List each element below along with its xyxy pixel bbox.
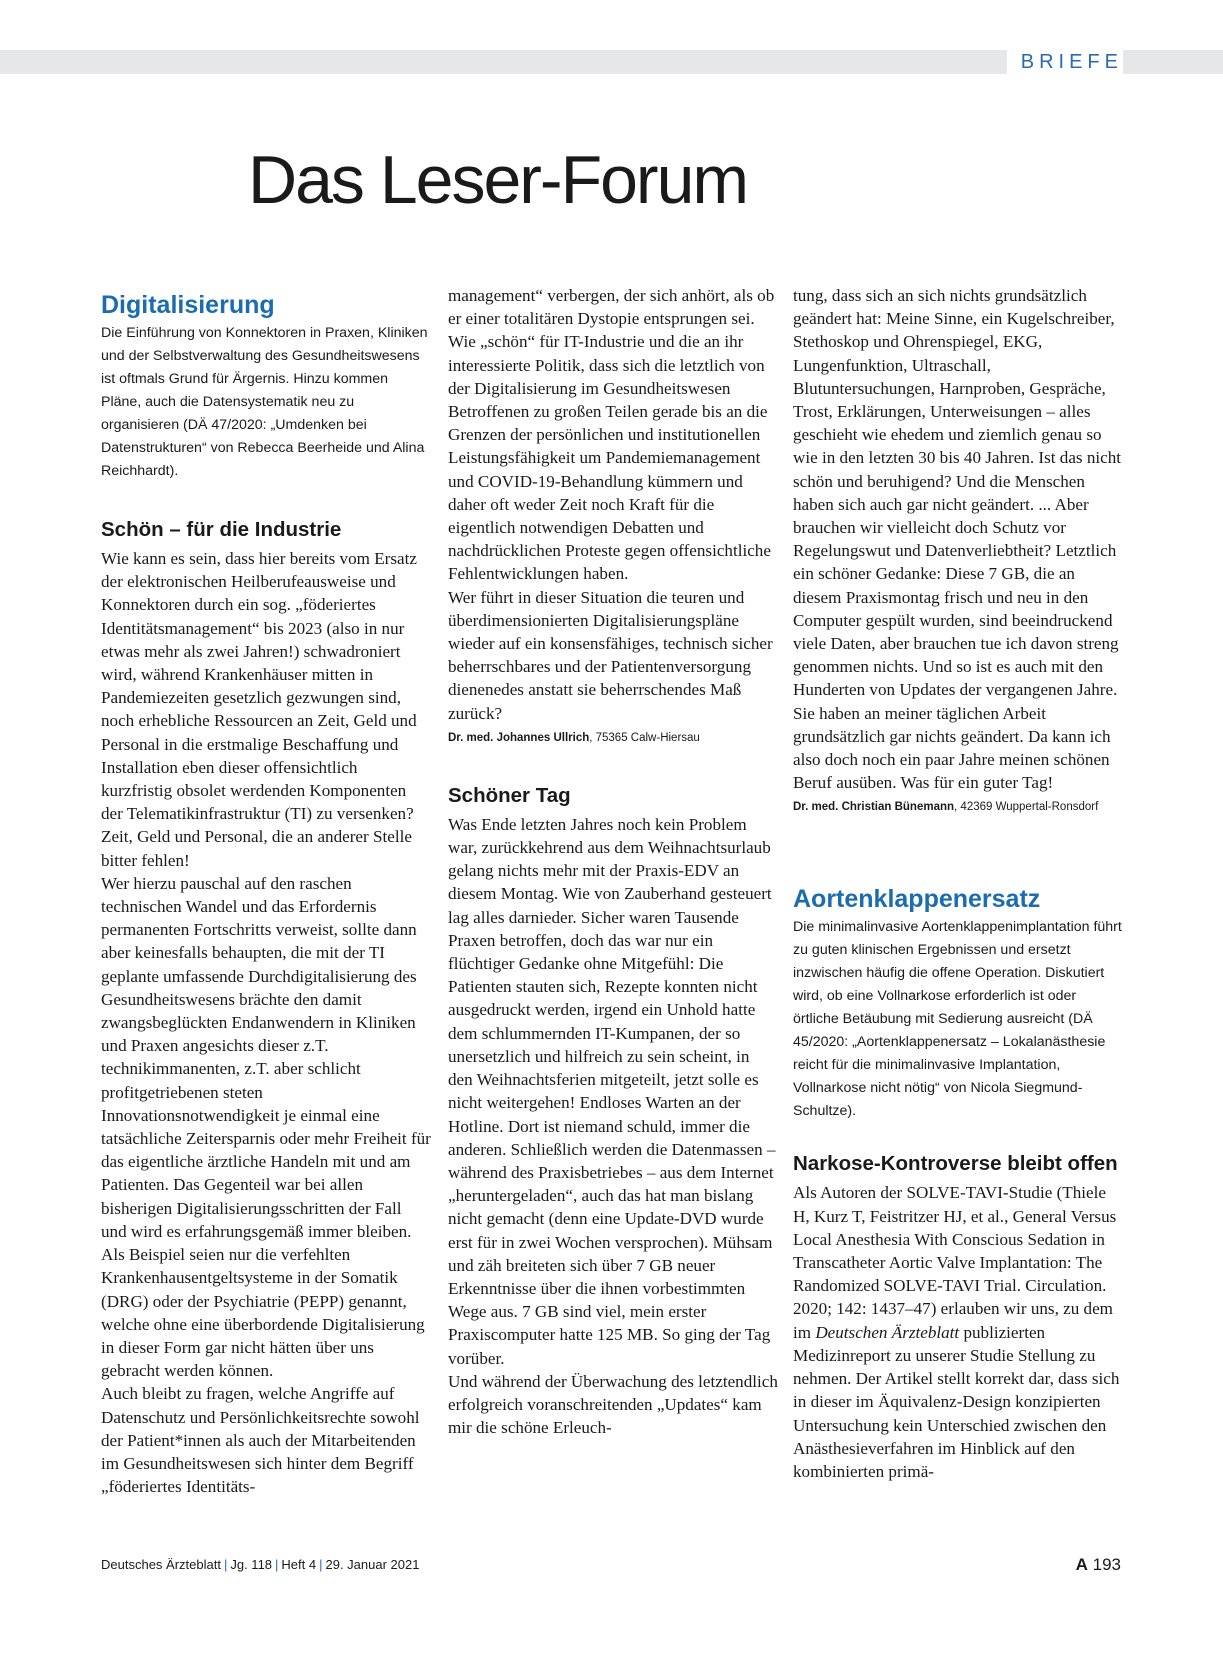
footer-separator: | <box>223 1557 228 1572</box>
letter-heading: Narkose-Kontroverse bleibt offen <box>793 1152 1118 1176</box>
signature-place: , 42369 Wuppertal-Ronsdorf <box>954 801 1099 814</box>
letter-paragraph: Wer führt in dieser Situation die teuren und überdimensionierten Digitalisierungspläne wieder auf ein konsensfähiges, technisch sicher beherrschbares und der Patientenversorgung dienenedes anstatt sie beherrschendes Maß zurück? <box>448 587 773 723</box>
letter-paragraph: Was Ende letzten Jahres noch kein Problem war, zurückkehrend aus dem Weihnachtsurlaub gelang nichts mehr mit der Praxis-EDV an diesem Montag. Wie von Zauberhand gesteuert lag alles darnieder. Sicher waren Tausende Praxen betroffen, doch das war nur ein flüchtiger Gedanke ohne Mitgefühl: Die Patienten stauten sich, Rezepte konnten nicht ausgedruckt werden, irgend ein Unhold hatte dem schlummernden IT-Kumpanen, der so unersetzlich und hilfreich zu sein scheint, in den Weihnachtsferien mitgeteilt, jetzt solle es nicht weitergehen! Endloses Warten an der Hotline. Dort ist niemand schuld, immer die anderen. Schließlich werden die Datenmassen – während des Praxisbetriebes – aus dem Internet „heruntergeladen“, auch das hat man bislang nicht gemacht (denn eine Update-DVD wurde erst für in zwei Wochen versprochen). Mühsam und zäh breiteten sich über 7 GB neuer Erkenntnisse über die ihnen vorbestimmten Wege aus. 7 GB sind viel, mein erster Praxiscomputer hatte 125 MB. So ging der Tag vorüber. <box>448 814 776 1368</box>
letter-paragraph: tung, dass sich an sich nichts grundsätzlich geändert hat: Meine Sinne, ein Kugelschreiber, Stethoskop und Ohrenspiegel, EKG, Lungenfunktion, Ultraschall, Blutuntersuchungen, Harnproben, Gespräche, Trost, Erklärungen, Unterweisungen – alles geschieht wie ehedem und ziemlich genau so wie in den letzten 30 bis 40 Jahren. Ist das nicht schön und beruhigend? Und die Menschen haben sich auch gar nicht geändert. ... Aber brauchen wir vielleicht doch Schutz vor Regelungswut und Datenverliebtheit? Letztlich ein schöner Gedanke: Diese 7 GB, die an diesem Praxismontag frisch und neu in den Computer gespült wurden, sind beeindruckend viele Daten, aber brauchen tue ich davon streng genommen nichts. Und so ist es auch mit den Hunderten von Updates der vergangenen Jahre. Sie haben an meiner täglichen Arbeit grundsätzlich gar nichts geändert. Da kann ich also doch noch ein paar Jahre meinen schönen Beruf ausüben. Was für ein guter Tag! <box>793 286 1122 793</box>
page-number <box>1076 1553 1121 1577</box>
column-2 <box>448 286 778 1439</box>
footer-volume: Jg. 118 <box>230 1557 273 1572</box>
letter-text: Als Autoren der SOLVE-TAVI-Studie (Thiele H, Kurz T, Feistritzer HJ, et al., General Versus Local Anesthesia With Conscious Sedation in Transcatheter Aortic Valve Implantation: The Randomized SOLVE-TAVI Trial. Circulation. 2020; 142: 1437–47) erlauben wir uns, zu dem im <box>793 1183 1117 1342</box>
letter-paragraph: Und während der Überwachung des letztendlich erfolgreich voranschreitenden „Updates“ kam mir die schöne Erleuch- <box>448 1371 778 1438</box>
topic-heading-digitalisierung: Digitalisierung <box>101 291 275 319</box>
letter-paragraph: Auch bleibt zu fragen, welche Angriffe auf Datenschutz und Persönlichkeitsrechte sowohl der Patient*innen als auch der Mitarbeitenden im Gesundheitswesen sich hinter dem Begriff „föderiertes Identitäts- <box>101 1384 420 1497</box>
letter-paragraph <box>793 1181 1123 1483</box>
topic-intro: Die Einführung von Konnektoren in Praxen, Kliniken und der Selbstverwaltung des Gesundheitswesens ist oftmals Grund für Ärgernis. Hinzu kommen Pläne, auch die Datensystematik neu zu organisieren (DÄ 47/2020: „Umdenken bei Datenstrukturen“ von Rebecca Beerheide und Alina Reichhardt). <box>101 325 428 479</box>
footer-separator: | <box>275 1557 279 1572</box>
signature-place: , 75365 Calw-Hiersau <box>589 731 700 744</box>
section-label: BRIEFE <box>1007 48 1123 76</box>
page-number-value: 193 <box>1092 1555 1121 1574</box>
letter-signature <box>793 798 1123 816</box>
journal-name-italic: Deutschen Ärzteblatt <box>815 1322 960 1342</box>
signature-name: Dr. med. Johannes Ullrich <box>448 731 590 744</box>
column-1 <box>101 290 431 1498</box>
letter-text: publizierten Medizinreport zu unserer Studie Stellung zu nehmen. Der Artikel stellt korrekt dar, dass sich in dieser im Äquivalenz-Design konzipierten Untersuchung kein Unterschied zwischen den Anästhesieverfahren im Hinblick auf den kombinierten primä- <box>793 1322 1120 1481</box>
column-3 <box>793 286 1123 1483</box>
letter-paragraph: management“ verbergen, der sich anhört, als ob er einer totalitären Dystopie entsprungen sei. <box>448 286 775 329</box>
letter-signature <box>448 729 778 747</box>
letter-heading: Schön – für die Industrie <box>101 518 342 541</box>
signature-name: Dr. med. Christian Bünemann <box>793 801 955 814</box>
letter-heading: Schöner Tag <box>448 783 571 807</box>
page-footer <box>101 1553 1121 1577</box>
letter-paragraph: Wie „schön“ für IT-Industrie und die an ihr interessierte Politik, dass sich die letztlich von der Digitalisierung im Gesundheitswesen Betroffenen zu großen Teilen gerade bis an die Grenzen der persönlichen und institutionellen Leistungsfähigkeit um Pandemiemanagement und COVID-19-Behandlung kümmern und daher oft weder Zeit noch Kraft für die eigentlich notwendigen Debatten und nachdrücklichen Proteste gegen offensichtliche Fehlentwicklungen haben. <box>448 332 771 584</box>
footer-journal: Deutsches Ärzteblatt <box>101 1557 221 1572</box>
page-title: Das Leser-Forum <box>248 142 748 218</box>
letter-paragraph: Wie kann es sein, dass hier bereits vom Ersatz der elektronischen Heilberufeausweise und Konnektoren durch ein sog. „föderiertes Identitätsmanagement“ bis 2023 (also in nur etwas mehr als zwei Jahren!) schwadroniert wird, während Krankenhäuser mitten in Pandemiezeiten gesetzlich gezwungen sind, noch erhebliche Ressourcen an Zeit, Geld und Personal in die erstmalige Beschaffung und Installation eben dieser offensichtlich kurzfristig obsolet werdenden Komponenten der Telematikinfrastruktur (TI) zu versenken? Zeit, Geld und Personal, die an anderer Stelle bitter fehlen! <box>101 549 417 870</box>
letter-paragraph: Wer hierzu pauschal auf den raschen technischen Wandel und das Erfordernis permanenten Fortschritts verweist, sollte dann aber keinesfalls behaupten, die mit der TI geplante umfassende Durchdigitalisierung des Gesundheitswesens brächte den damit zwangsbeglückten Endanwendern in Kliniken und Praxen angesichts dieser z.T. technikimmanenten, z.T. aber schlicht profitgetriebenen steten Innovationsnotwendigkeit je einmal eine tatsächliche Zeitersparnis oder mehr Freiheit für das eigentliche ärztliche Handeln mit und am Patienten. Das Gegenteil war bei allen bisherigen Digitalisierungsschritten der Fall und wird es erfahrungsgemäß immer bleiben. Als Beispiel seien nur die verfehlten Krankenhausentgeltsysteme in der Somatik (DRG) oder der Psychiatrie (PEPP) genannt, welche ohne eine überbordende Digitalisierung in dieser Form gar nicht hätten über uns gebracht werden können. <box>101 873 431 1381</box>
page-prefix: A <box>1075 1555 1088 1574</box>
footer-issue: Heft 4 <box>281 1557 317 1572</box>
footer-separator: | <box>319 1557 323 1572</box>
topic-intro: Die minimalinvasive Aortenklappenimplantation führt zu guten klinischen Ergebnissen und ersetzt inzwischen häufig die offene Operation. Diskutiert wird, ob eine Vollnarkose erforderlich ist oder örtliche Betäubung mit Sedierung ausreicht (DÄ 45/2020: „Aortenklappenersatz – Lokalanästhesie reicht für die minimalinvasive Implantation, Vollnarkose nicht nötig“ von Nicola Siegmund-Schultze). <box>793 919 1122 1120</box>
topic-heading-aortenklappenersatz: Aortenklappenersatz <box>793 885 1041 914</box>
footer-date: 29. Januar 2021 <box>325 1557 420 1572</box>
